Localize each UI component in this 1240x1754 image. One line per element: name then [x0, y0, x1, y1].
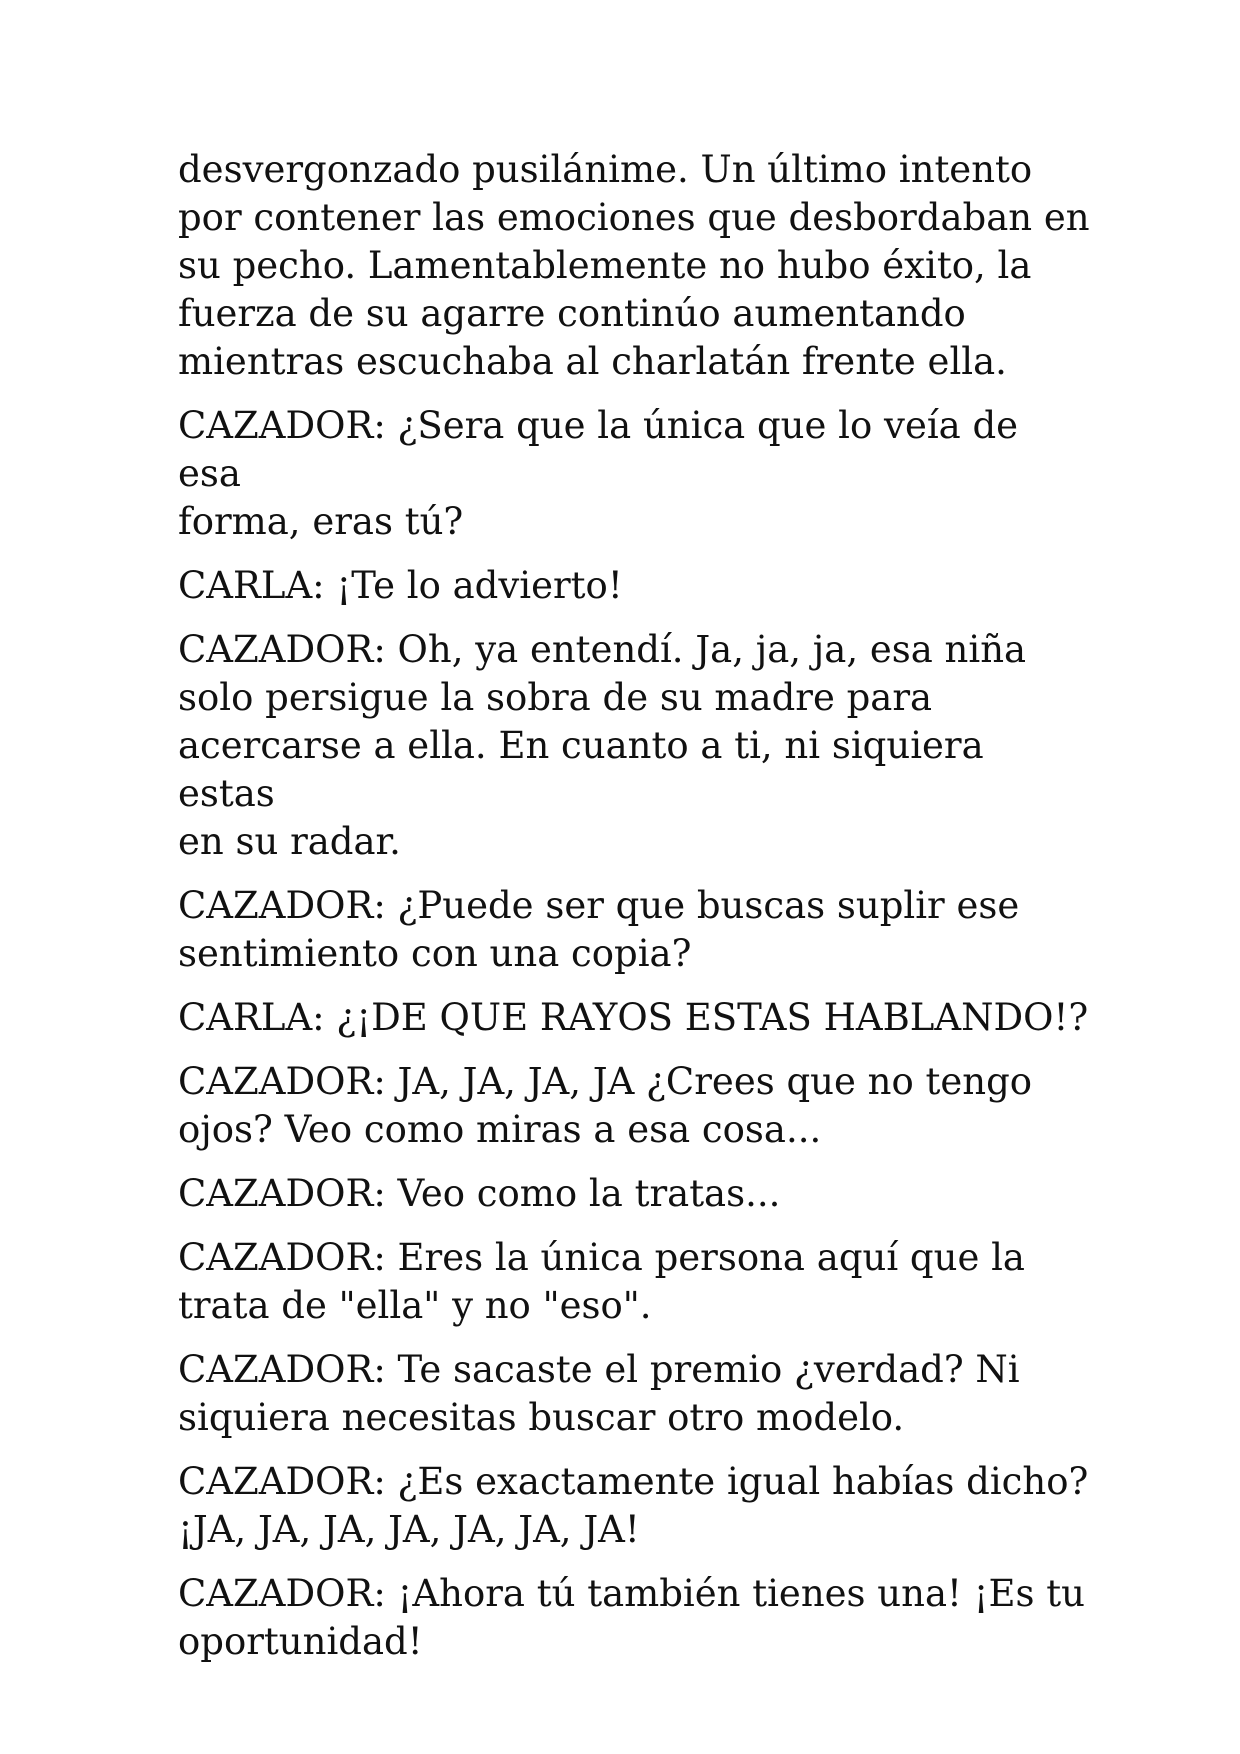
dialogue-paragraph: CAZADOR: ¿Es exactamente igual habías dicho? ¡JA, JA, JA, JA, JA, JA, JA! — [178, 1460, 1089, 1551]
dialogue-paragraph: CAZADOR: Oh, ya entendí. Ja, ja, ja, esa niña solo persigue la sobra de su madre para acercarse a ella. En cuanto a ti, ni siquiera estas en su radar. — [178, 628, 1027, 863]
document-body — [178, 146, 1090, 1682]
dialogue-paragraph: CAZADOR: ¿Sera que la única que lo veía de esa forma, eras tú? — [178, 404, 1019, 543]
dialogue-paragraph: CARLA: ¿¡DE QUE RAYOS ESTAS HABLANDO!? — [178, 996, 1089, 1039]
dialogue-paragraph: CARLA: ¡Te lo advierto! — [178, 564, 623, 607]
dialogue-paragraph: CAZADOR: Eres la única persona aquí que la trata de "ella" y no "eso". — [178, 1236, 1025, 1327]
dialogue-paragraph: CAZADOR: Veo como la tratas... — [178, 1172, 781, 1215]
dialogue-paragraph: CAZADOR: Te sacaste el premio ¿verdad? Ni siquiera necesitas buscar otro modelo. — [178, 1348, 1020, 1439]
dialogue-paragraph: CAZADOR: JA, JA, JA, JA ¿Crees que no tengo ojos? Veo como miras a esa cosa... — [178, 1060, 1033, 1151]
dialogue-paragraph: CAZADOR: ¿Puede ser que buscas suplir ese sentimiento con una copia? — [178, 884, 1020, 975]
narration-paragraph: desvergonzado pusilánime. Un último intento por contener las emociones que desbordaban en su pecho. Lamentablemente no hubo éxito, la fuerza de su agarre continúo aumentando mientras escuchaba al charlatán frente ella. — [178, 148, 1090, 383]
dialogue-paragraph: CAZADOR: ¡Ahora tú también tienes una! ¡Es tu oportunidad! — [178, 1572, 1085, 1663]
